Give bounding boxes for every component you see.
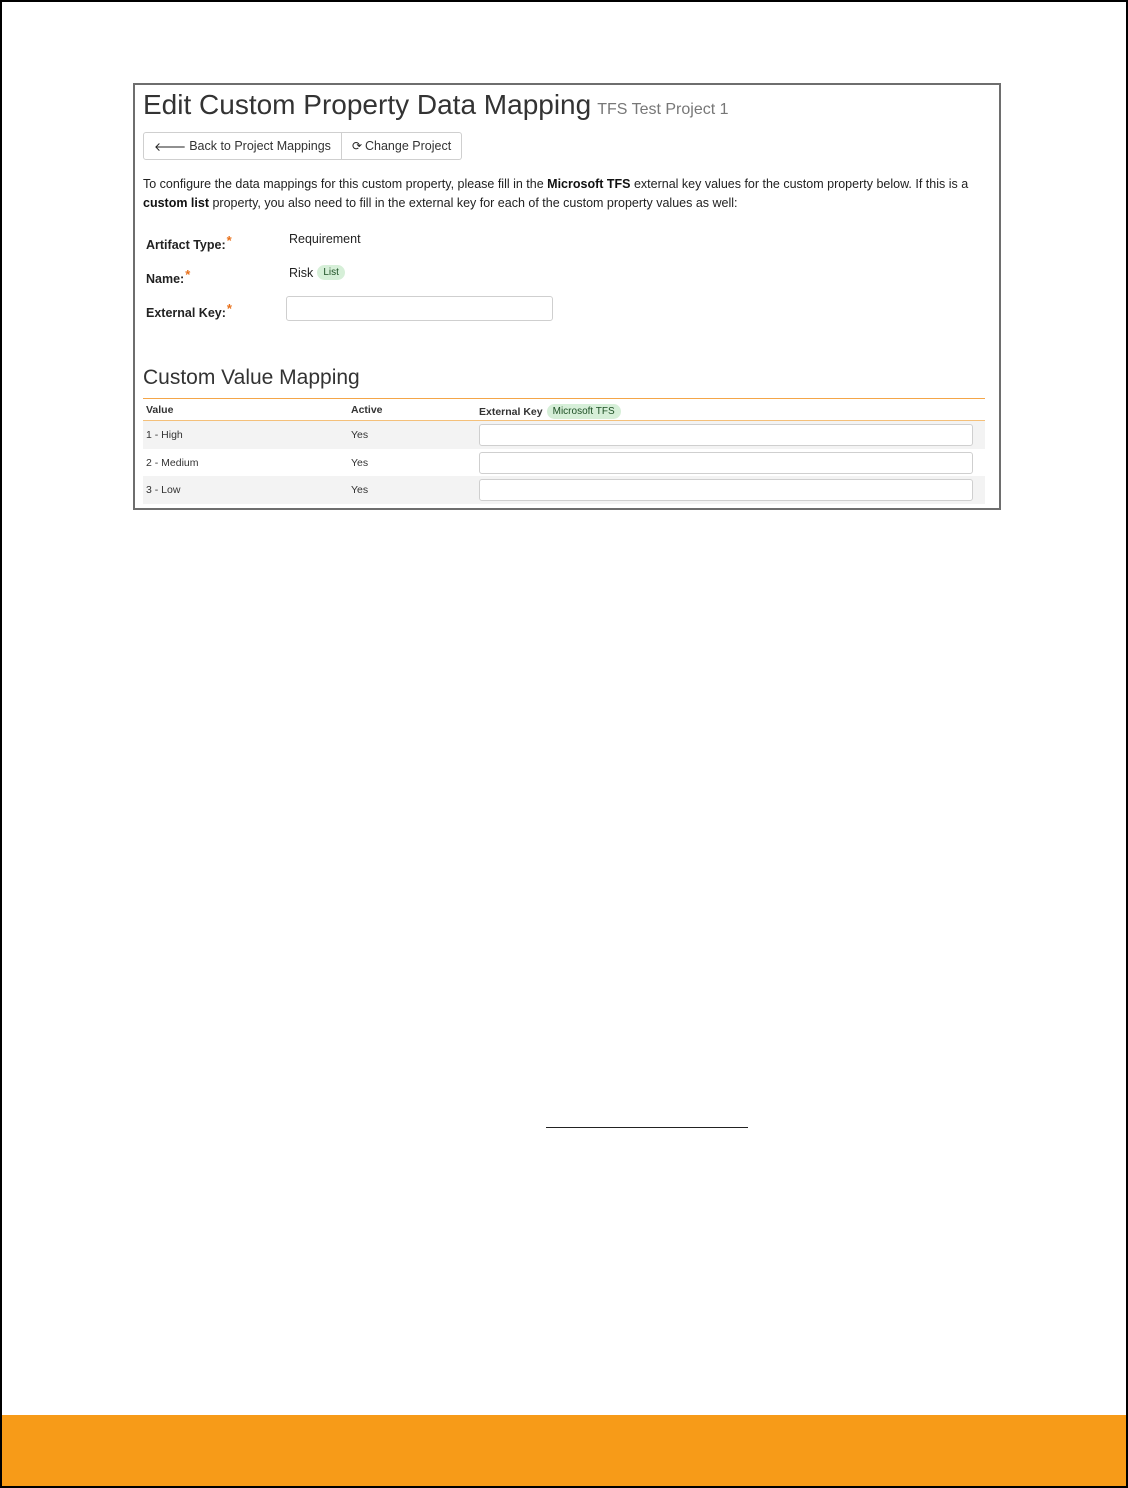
row-external-key-input[interactable] [479, 479, 973, 501]
table-row [143, 449, 985, 477]
microsoft-tfs-badge: Microsoft TFS [547, 404, 621, 419]
intro-part-1: To configure the data mappings for this custom property, please fill in the [143, 177, 548, 191]
mapping-panel [133, 83, 1001, 510]
arrow-left-icon: 🡐 [154, 139, 187, 154]
intro-custom-list: custom list [143, 196, 209, 210]
custom-value-mapping-title: Custom Value Mapping [143, 366, 360, 389]
row-external-key-input[interactable] [479, 452, 973, 474]
footer-bar [2, 1415, 1126, 1486]
property-name: Risk [289, 265, 314, 280]
list-badge: List [317, 265, 345, 280]
table-row [143, 476, 985, 504]
external-key-input[interactable] [286, 296, 553, 321]
table-header [143, 399, 985, 421]
page-title: Edit Custom Property Data Mapping [143, 89, 592, 120]
column-header-external-key [479, 404, 621, 419]
required-marker: * [226, 233, 232, 248]
horizontal-rule [546, 1127, 748, 1128]
intro-part-3: property, you also need to fill in the external key for each of the custom property values as well: [209, 196, 738, 210]
table-row [143, 421, 985, 449]
toolbar [143, 132, 462, 160]
column-header-value: Value [146, 404, 174, 416]
required-marker: * [226, 301, 232, 316]
row-active: Yes [351, 429, 369, 441]
name-value [289, 265, 345, 280]
row-value: 3 - Low [146, 484, 181, 496]
artifact-type-label [146, 233, 232, 252]
external-key-label-text: External Key: [146, 306, 226, 320]
refresh-icon: ⟳ [351, 139, 362, 153]
artifact-type-label-text: Artifact Type: [146, 238, 226, 252]
row-active: Yes [351, 484, 369, 496]
intro-text [143, 175, 988, 213]
column-header-active: Active [351, 404, 383, 416]
row-external-key-input[interactable] [479, 424, 973, 446]
artifact-type-value: Requirement [289, 232, 361, 246]
external-key-header-text: External Key [479, 405, 543, 418]
project-name: TFS Test Project 1 [597, 101, 729, 118]
change-project-button[interactable] [342, 132, 462, 160]
row-active: Yes [351, 456, 369, 469]
row-value: 2 - Medium [146, 456, 199, 469]
back-to-project-mappings-button[interactable] [143, 132, 342, 160]
intro-part-2: external key values for the custom property below. If this is a [630, 177, 969, 191]
page-header [143, 89, 729, 121]
row-value: 1 - High [146, 429, 183, 441]
name-label-text: Name: [146, 272, 185, 286]
required-marker: * [185, 267, 191, 282]
intro-system-name: Microsoft TFS [547, 177, 631, 191]
external-key-label [146, 301, 232, 320]
value-mapping-table [143, 399, 985, 504]
back-button-label: Back to Project Mappings [189, 139, 331, 153]
name-label [146, 267, 190, 286]
change-project-label: Change Project [365, 139, 452, 153]
